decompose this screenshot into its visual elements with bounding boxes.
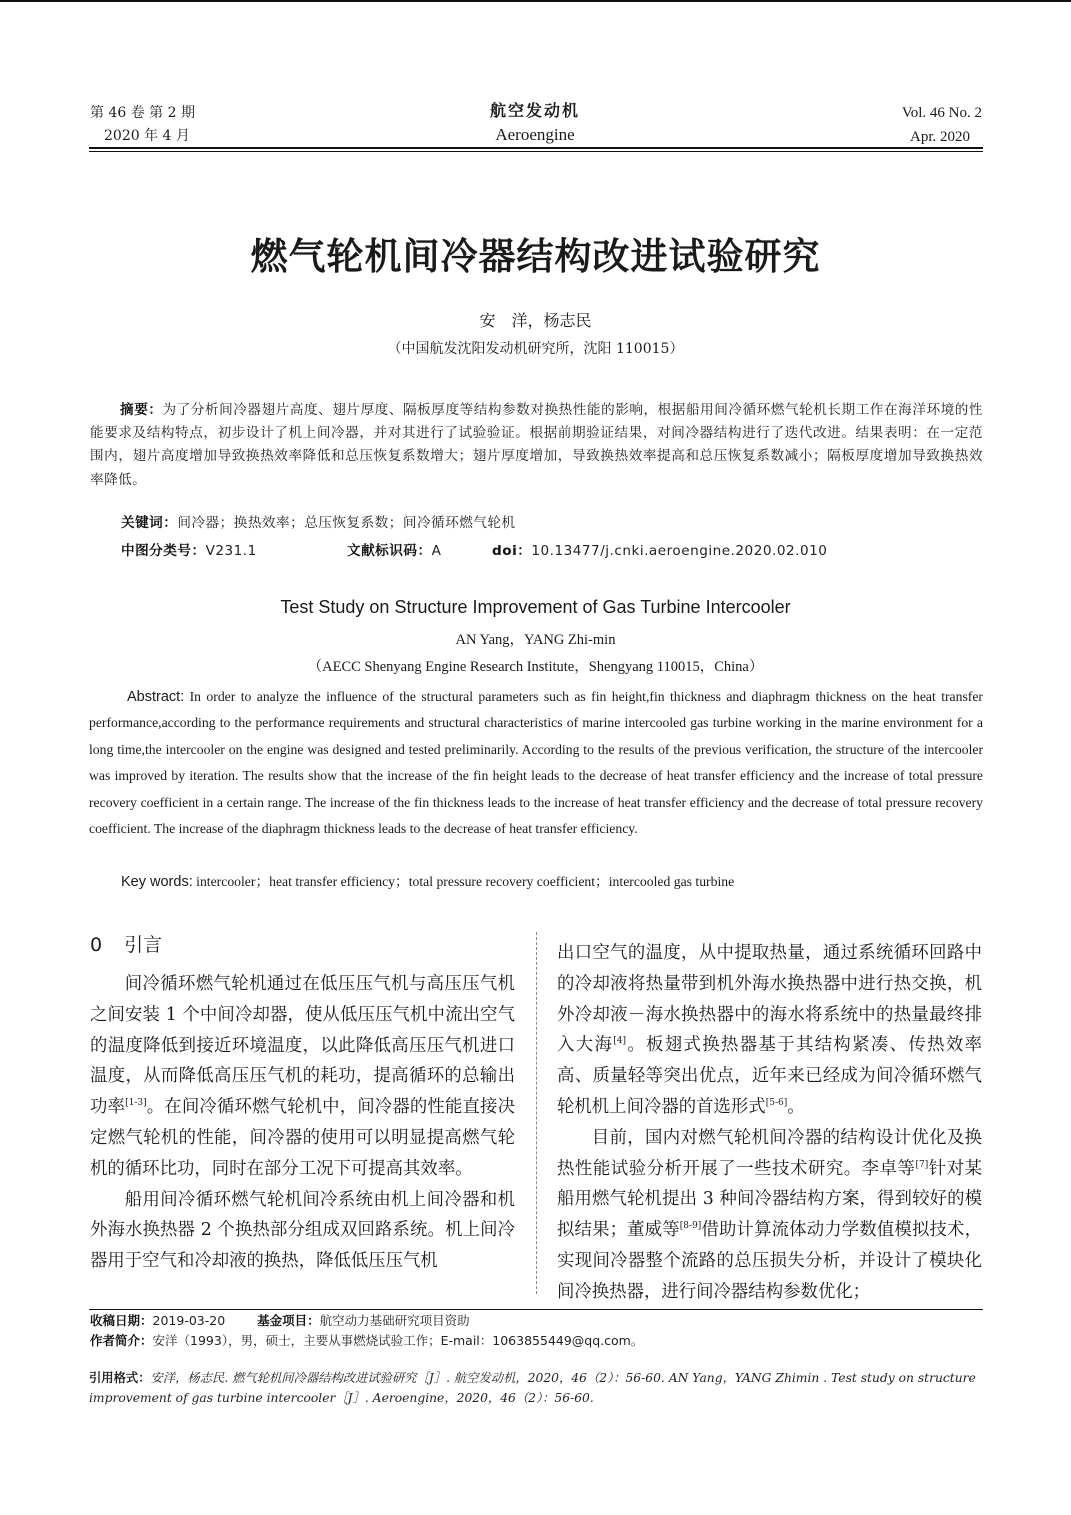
doi-label: doi： — [492, 543, 532, 559]
body-paragraph — [557, 938, 982, 1123]
body-text: 出口空气的温度，从中提取热量，通过系统循环回路中的冷却液将热量带到机外海水换热器中进行热交换，机外冷却液－海水换热器中的海水将系统中的热量最终排入大海 — [557, 943, 982, 1056]
body-paragraph — [90, 1185, 515, 1277]
body-text: 船用间冷循环燃气轮机间冷系统由机上间冷器和机外海水换热器 2 个换热部分组成双回路系统。机上间冷器用于空气和冷却液的换热，降低低压压气机 — [90, 1189, 515, 1272]
citation-text: 安洋，杨志民. 燃气轮机间冷器结构改进试验研究［J］. 航空发动机，2020，46（2）：56-60. AN Yang，YANG Zhimin . Test study on structure improvement of gas turbine intercooler［J］. Aeroengine，2020，46（2）：56-60. — [89, 1371, 976, 1405]
footnote-author — [90, 1331, 643, 1351]
footnote-received — [90, 1311, 470, 1331]
body-paragraph — [557, 1123, 982, 1308]
body-text: 。板翅式换热器基于其结构紧凑、传热效率高、质量轻等突出优点，近年来已经成为间冷循环燃气轮机机上间冷器的首选形式 — [557, 1035, 982, 1117]
fund-label: 基金项目： — [257, 1313, 320, 1328]
keywords-cn-label: 关键词： — [121, 515, 178, 531]
section-heading — [90, 930, 162, 957]
section-number: 0 — [90, 934, 103, 956]
header-volume-en: Vol. 46 No. 2 — [901, 105, 982, 121]
reference-marker[interactable]: [7] — [915, 1159, 929, 1170]
section-title: 引言 — [124, 934, 163, 956]
fund-value: 航空动力基础研究项目资助 — [319, 1313, 470, 1328]
citation-format — [89, 1368, 986, 1408]
reference-marker[interactable]: [5-6] — [765, 1098, 788, 1109]
header-date-en: Apr. 2020 — [910, 129, 970, 145]
paper-title-en: Test Study on Structure Improvement of Gas Turbine Intercooler — [280, 597, 791, 617]
journal-name-en: Aeroengine — [495, 125, 575, 144]
abstract-en-label: Abstract: — [127, 689, 185, 705]
paper-title-cn: 燃气轮机间冷器结构改进试验研究 — [250, 235, 821, 278]
doc-label: 文献标识码： — [347, 543, 432, 559]
author-label: 作者简介： — [90, 1333, 153, 1348]
citation-label: 引用格式： — [89, 1371, 151, 1385]
footnote-rule — [89, 1309, 983, 1310]
reference-marker[interactable]: [8-9] — [679, 1221, 702, 1232]
keywords-cn-text: 间冷器；换热效率；总压恢复系数；间冷循环燃气轮机 — [177, 515, 516, 531]
abstract-en — [89, 684, 983, 842]
body-paragraph — [90, 969, 515, 1185]
header-rule — [89, 147, 983, 149]
doi-value[interactable]: 10.13477/j.cnki.aeroengine.2020.02.010 — [531, 543, 828, 559]
column-divider — [536, 932, 537, 1294]
keywords-en — [121, 870, 983, 890]
body-text: 目前，国内对燃气轮机间冷器的结构设计优化及换热性能试验分析开展了一些技术研究。李卓等 — [557, 1127, 982, 1179]
body-left-column — [90, 969, 515, 1277]
top-border — [0, 0, 1071, 2]
authors-en: AN Yang，YANG Zhi-min — [455, 632, 616, 648]
keywords-cn — [121, 511, 516, 531]
doc-value: A — [431, 543, 442, 559]
keywords-en-label: Key words: — [121, 874, 193, 890]
header-rule-thin — [89, 151, 983, 152]
abstract-cn-label: 摘要： — [120, 402, 163, 418]
abstract-cn — [90, 399, 983, 492]
body-text: 。 — [787, 1096, 805, 1117]
keywords-en-text: intercooler；heat transfer efficiency；total pressure recovery coefficient；intercooled gas turbine — [196, 874, 735, 889]
abstract-cn-text: 为了分析间冷器翅片高度、翅片厚度、隔板厚度等结构参数对换热性能的影响，根据船用间冷循环燃气轮机长期工作在海洋环境的性能要求及结构特点，初步设计了机上间冷器，并对其进行了试验验证。根据前期验证结果，对间冷器结构进行了迭代改进。结果表明：在一定范围内，翅片高度增加导致换热效率降低和总压恢复系数增大；翅片厚度增加，导致换热效率提高和总压恢复系数减小；隔板厚度增加导致换热效率降低。 — [90, 402, 983, 488]
journal-name-cn: 航空发动机 — [489, 101, 580, 120]
header-volume-cn: 第 46 卷 第 2 期 — [90, 105, 195, 121]
affiliation-cn: （中国航发沈阳发动机研究所，沈阳 110015） — [387, 341, 684, 357]
doc-code — [347, 539, 441, 559]
body-right-column — [557, 938, 982, 1308]
clc-number — [121, 539, 257, 559]
received-label: 收稿日期： — [90, 1313, 153, 1328]
affiliation-en: （AECC Shenyang Engine Research Institute，Shengyang 110015，China） — [307, 659, 764, 675]
doi — [492, 539, 827, 559]
body-text: 。在间冷循环燃气轮机中，间冷器的性能直接决定燃气轮机的性能，间冷器的使用可以明显提高燃气轮机的循环比功，同时在部分工况下可提高其效率。 — [90, 1097, 515, 1179]
body-text: 针对某船用燃气轮机提出 3 种间冷器结构方案，得到较好的模拟结果；董威等 — [557, 1158, 982, 1241]
received-value: 2019-03-20 — [152, 1313, 226, 1328]
reference-marker[interactable]: [4] — [613, 1036, 626, 1047]
author-value: 安洋（1993），男，硕士，主要从事燃烧试验工作；E-mail：1063855449@qq.com。 — [152, 1333, 644, 1348]
abstract-en-text: In order to analyze the influence of the structural parameters such as fin height,fin thickness and diaphragm thickness on the heat transfer performance,according to the performance requirements and structural characteristics of marine intercooled gas turbine working in the marine environment for a long time,the intercooler on the engine was designed and tested preliminarily. According to the results of the previous verification, the structure of the intercooler was improved by iteration. The results show that the increase of the fin height leads to the decrease of heat transfer efficiency and the increase of total pressure recovery coefficient in a certain range. The increase of the fin thickness leads to the increase of heat transfer efficiency and the decrease of total pressure recovery coefficient. The increase of the diaphragm thickness leads to the decrease of heat transfer efficiency. — [89, 689, 983, 837]
clc-value: V231.1 — [205, 543, 257, 559]
body-text: 间冷循环燃气轮机通过在低压压气机与高压压气机之间安装 1 个中间冷却器，使从低压压气机中流出空气的温度降低到接近环境温度，以此降低高压压气机进口温度，从而降低高压压气机的耗功，提高循环的总输出功率 — [90, 974, 515, 1118]
clc-label: 中图分类号： — [121, 543, 206, 559]
header-date-cn: 2020 年 4 月 — [104, 128, 190, 144]
reference-marker[interactable]: [1-3] — [125, 1098, 147, 1109]
body-text: 借助计算流体动力学数值模拟技术，实现间冷器整个流路的总压损失分析，并设计了模块化间冷换热器，进行间冷器结构参数优化； — [557, 1220, 982, 1302]
authors-cn: 安 洋，杨志民 — [479, 311, 592, 330]
